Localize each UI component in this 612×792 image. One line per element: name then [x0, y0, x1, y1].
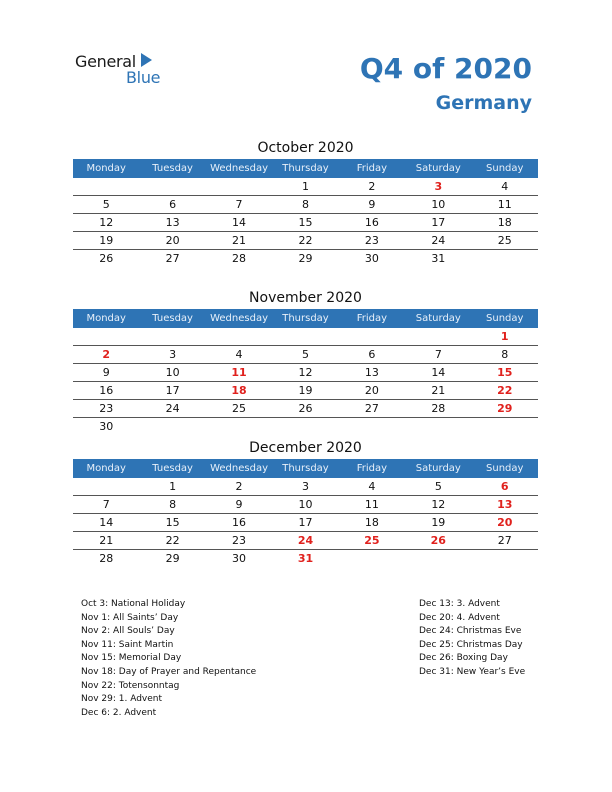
holiday-day-cell: 3: [434, 180, 443, 193]
weekday-header: [73, 159, 538, 178]
logo-text-general: General: [75, 52, 136, 71]
day-cell: 30: [232, 552, 247, 565]
week-row: [73, 328, 538, 346]
weekday-label: Friday: [356, 463, 388, 474]
week-row: [73, 478, 538, 496]
day-cell: 12: [99, 216, 114, 229]
day-cell: 24: [165, 402, 180, 415]
holiday-note: Dec 24: Christmas Eve: [419, 626, 522, 637]
day-cell: [206, 328, 272, 345]
weekday-label: Sunday: [486, 463, 524, 474]
day-cell: 25: [497, 234, 512, 247]
holiday-day-cell: 20: [497, 516, 513, 529]
day-cell: 22: [298, 234, 313, 247]
day-cell: 2: [368, 180, 376, 193]
day-cell: 20: [364, 384, 379, 397]
day-cell: [139, 418, 205, 435]
holiday-note: Dec 6: 2. Advent: [81, 707, 157, 718]
logo: [75, 52, 175, 88]
month-title: November 2020: [249, 290, 362, 306]
day-cell: 17: [165, 384, 180, 397]
weekday-header: [73, 309, 538, 328]
day-cell: [405, 550, 471, 567]
holiday-day-cell: 31: [297, 552, 314, 565]
country-name: Germany: [435, 92, 532, 114]
day-cell: [339, 328, 405, 345]
day-cell: [472, 550, 538, 567]
holiday-day-cell: 29: [497, 402, 513, 415]
page-title: Q4 of 2020: [359, 52, 532, 85]
day-cell: [206, 178, 272, 195]
weekday-label: Tuesday: [152, 163, 193, 174]
day-cell: [472, 250, 538, 267]
day-cell: 30: [99, 420, 114, 433]
weekday-label: Sunday: [486, 313, 524, 324]
day-cell: 1: [169, 480, 177, 493]
day-cell: 26: [99, 252, 114, 265]
day-cell: 18: [497, 216, 512, 229]
day-cell: 10: [298, 498, 313, 511]
day-cell: 9: [235, 498, 243, 511]
day-cell: 16: [232, 516, 247, 529]
day-cell: 7: [102, 498, 110, 511]
logo-flag-icon: [141, 53, 152, 67]
holiday-note: Nov 29: 1. Advent: [81, 694, 163, 705]
weekday-label: Thursday: [282, 163, 329, 174]
day-cell: 19: [99, 234, 114, 247]
weekday-label: Wednesday: [210, 163, 268, 174]
day-cell: [272, 328, 338, 345]
weekday-label: Saturday: [415, 313, 461, 324]
day-cell: 10: [431, 198, 446, 211]
month-december: [73, 438, 538, 567]
day-cell: 12: [298, 366, 313, 379]
weekday-label: Monday: [86, 463, 126, 474]
day-cell: [405, 328, 471, 345]
day-cell: 7: [235, 198, 243, 211]
day-cell: [339, 418, 405, 435]
holiday-note: Dec 26: Boxing Day: [419, 653, 508, 664]
day-cell: 22: [165, 534, 180, 547]
week-row: [73, 382, 538, 400]
day-cell: 23: [99, 402, 114, 415]
holiday-day-cell: 13: [497, 498, 513, 511]
day-cell: 3: [169, 348, 177, 361]
weekday-label: Tuesday: [152, 463, 193, 474]
holiday-day-cell: 18: [231, 384, 247, 397]
month-october: [73, 138, 538, 267]
day-cell: 30: [364, 252, 379, 265]
day-cell: 27: [165, 252, 180, 265]
day-cell: 31: [431, 252, 446, 265]
day-cell: 27: [364, 402, 379, 415]
month-november: [73, 288, 538, 435]
holiday-day-cell: 22: [497, 384, 513, 397]
week-row: [73, 364, 538, 382]
day-cell: 19: [298, 384, 313, 397]
day-cell: 7: [434, 348, 442, 361]
day-cell: [73, 478, 139, 495]
holiday-day-cell: 26: [430, 534, 446, 547]
day-cell: 9: [102, 366, 110, 379]
day-cell: 17: [298, 516, 313, 529]
day-cell: 28: [99, 552, 114, 565]
day-cell: [405, 418, 471, 435]
weekday-label: Wednesday: [210, 463, 268, 474]
logo-text-blue: Blue: [126, 68, 161, 87]
day-cell: 8: [169, 498, 177, 511]
week-row: [73, 214, 538, 232]
holiday-day-cell: 25: [364, 534, 380, 547]
holiday-note: Nov 18: Day of Prayer and Repentance: [81, 666, 257, 677]
week-row: [73, 532, 538, 550]
day-cell: 16: [99, 384, 114, 397]
weekday-label: Wednesday: [210, 313, 268, 324]
day-cell: 10: [165, 366, 180, 379]
day-cell: 15: [165, 516, 180, 529]
weekday-label: Saturday: [415, 163, 461, 174]
weekday-label: Saturday: [415, 463, 461, 474]
day-cell: 2: [235, 480, 243, 493]
day-cell: 12: [431, 498, 446, 511]
week-row: [73, 550, 538, 567]
holiday-note: Nov 22: Totensonntag: [81, 680, 180, 691]
holiday-note: Dec 20: 4. Advent: [419, 612, 500, 623]
week-row: [73, 418, 538, 435]
weekday-label: Sunday: [486, 163, 524, 174]
month-title: October 2020: [257, 140, 354, 156]
holiday-day-cell: 1: [500, 330, 509, 343]
day-cell: 16: [364, 216, 379, 229]
day-cell: 5: [102, 198, 110, 211]
weekday-label: Thursday: [282, 463, 329, 474]
holiday-note: Dec 25: Christmas Day: [419, 639, 523, 650]
holiday-note: Nov 2: All Souls’ Day: [81, 626, 175, 637]
week-row: [73, 346, 538, 364]
day-cell: 23: [364, 234, 379, 247]
holiday-day-cell: 6: [500, 480, 509, 493]
week-row: [73, 400, 538, 418]
day-cell: [272, 418, 338, 435]
day-cell: 4: [501, 180, 509, 193]
day-cell: 14: [232, 216, 247, 229]
weekday-label: Thursday: [282, 313, 329, 324]
day-cell: 5: [301, 348, 309, 361]
day-cell: [206, 418, 272, 435]
holiday-note: Oct 3: National Holiday: [81, 599, 186, 609]
day-cell: 9: [368, 198, 376, 211]
week-row: [73, 196, 538, 214]
day-cell: [139, 178, 205, 195]
day-cell: 15: [298, 216, 313, 229]
day-cell: 23: [232, 534, 247, 547]
weekday-label: Friday: [356, 313, 388, 324]
week-row: [73, 250, 538, 267]
day-cell: 24: [431, 234, 446, 247]
holiday-list-right: [419, 598, 525, 680]
day-cell: [339, 550, 405, 567]
day-cell: 27: [497, 534, 512, 547]
holiday-day-cell: 15: [497, 366, 513, 379]
day-cell: 3: [301, 480, 309, 493]
holiday-note: Dec 31: New Year’s Eve: [419, 666, 526, 677]
day-cell: 6: [368, 348, 376, 361]
holiday-day-cell: 2: [102, 348, 111, 361]
week-row: [73, 178, 538, 196]
weekday-header: [73, 459, 538, 478]
holiday-note: Nov 15: Memorial Day: [81, 653, 182, 664]
day-cell: 4: [368, 480, 376, 493]
day-cell: 26: [298, 402, 313, 415]
month-title: December 2020: [249, 440, 362, 456]
day-cell: [73, 178, 139, 195]
holiday-list-left: [81, 598, 256, 720]
day-cell: 29: [165, 552, 180, 565]
weekday-label: Friday: [356, 163, 388, 174]
day-cell: 28: [232, 252, 247, 265]
day-cell: 1: [301, 180, 309, 193]
day-cell: 4: [235, 348, 243, 361]
day-cell: 6: [169, 198, 177, 211]
day-cell: 14: [431, 366, 446, 379]
day-cell: [472, 418, 538, 435]
day-cell: 11: [364, 498, 379, 511]
day-cell: [139, 328, 205, 345]
holiday-note: Nov 1: All Saints’ Day: [81, 612, 179, 623]
day-cell: 21: [431, 384, 446, 397]
day-cell: 19: [431, 516, 446, 529]
day-cell: 20: [165, 234, 180, 247]
day-cell: 11: [497, 198, 512, 211]
day-cell: 17: [431, 216, 446, 229]
holiday-note: Nov 11: Saint Martin: [81, 639, 174, 650]
week-row: [73, 232, 538, 250]
day-cell: 13: [165, 216, 180, 229]
day-cell: 25: [232, 402, 247, 415]
holiday-day-cell: 24: [297, 534, 314, 547]
day-cell: 5: [434, 480, 442, 493]
day-cell: 29: [298, 252, 313, 265]
day-cell: 13: [364, 366, 379, 379]
day-cell: 21: [232, 234, 247, 247]
weekday-label: Monday: [86, 313, 126, 324]
day-cell: [73, 328, 139, 345]
day-cell: 28: [431, 402, 446, 415]
week-row: [73, 496, 538, 514]
day-cell: 14: [99, 516, 114, 529]
day-cell: 8: [301, 198, 309, 211]
holiday-day-cell: 11: [231, 366, 247, 379]
weekday-label: Monday: [86, 163, 126, 174]
holiday-note: Dec 13: 3. Advent: [419, 599, 500, 609]
week-row: [73, 514, 538, 532]
day-cell: 18: [364, 516, 379, 529]
weekday-label: Tuesday: [152, 313, 193, 324]
day-cell: 8: [501, 348, 509, 361]
day-cell: 21: [99, 534, 114, 547]
